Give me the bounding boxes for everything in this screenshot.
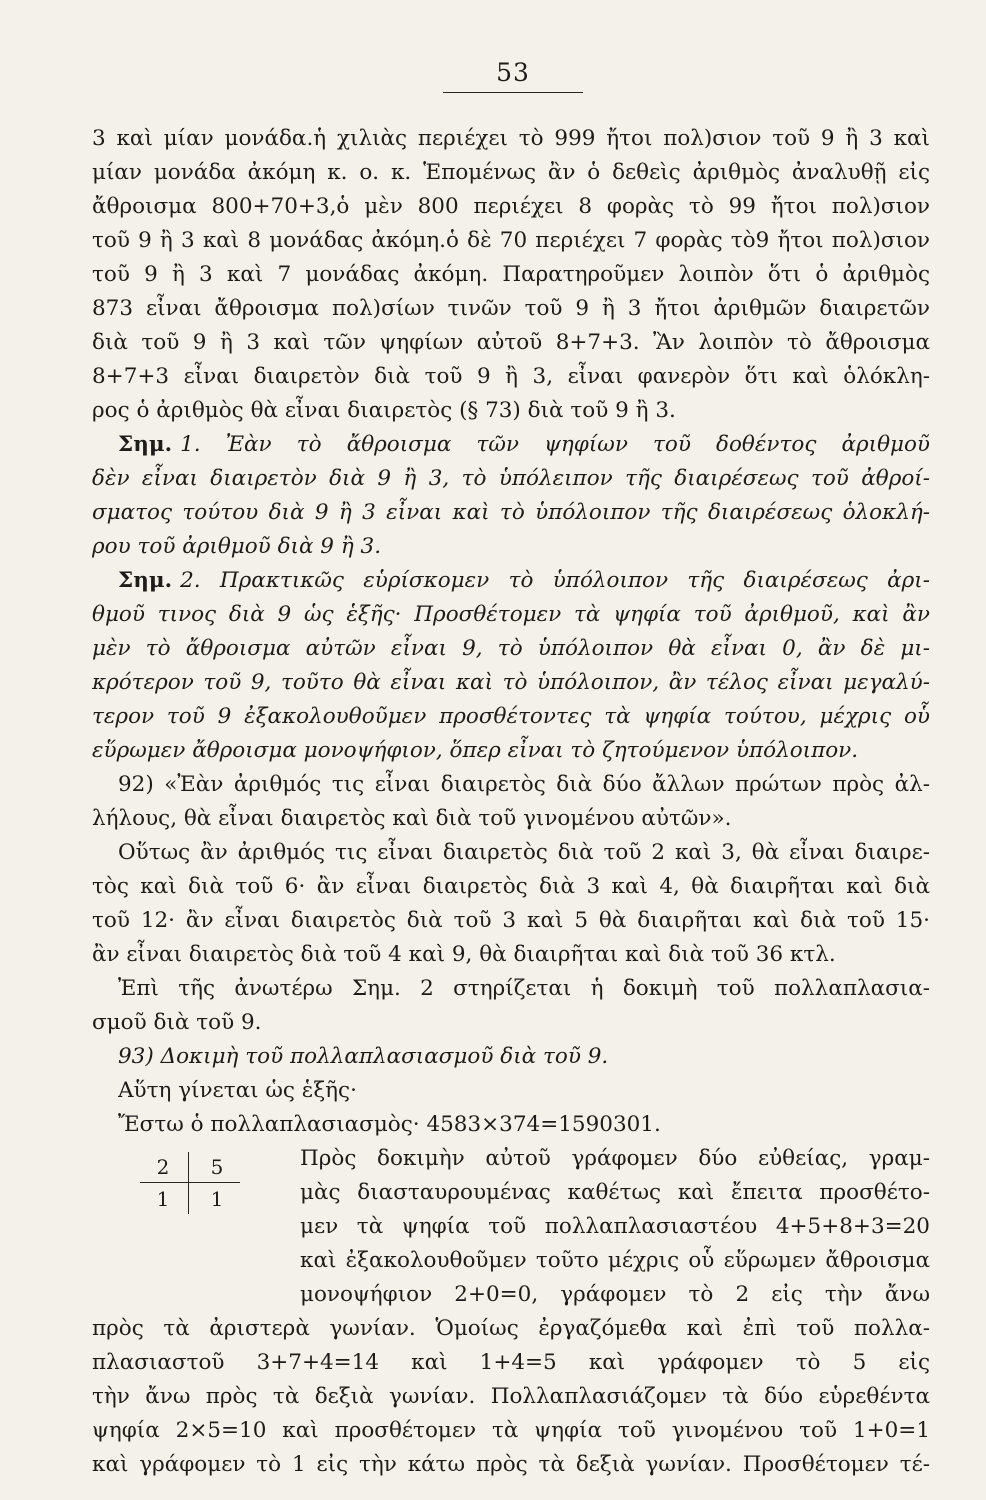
section-92-line: λήλους, θὰ εἶναι διαιρετὸς καὶ διὰ τοῦ γινομένου αὐτῶν».: [92, 806, 732, 831]
note-line: [118, 564, 930, 598]
check-cross-diagram: [140, 1152, 250, 1214]
note-line: [118, 428, 930, 462]
note-line: θμοῦ τινος διὰ 9 ὡς ἑξῆς· Προσθέτομεν τὰ ψηφία τοῦ ἀριθμοῦ, καὶ ἂν: [92, 602, 930, 627]
text-line: διὰ τοῦ 9 ἢ 3 καὶ τῶν ψηφίων αὐτοῦ 8+7+3. Ἂν λοιπὸν τὸ ἄθροισμα: [92, 330, 930, 355]
text-line: μονοψήφιον 2+0=0, γράφομεν τὸ 2 εἰς τὴν ἄνω: [300, 1282, 930, 1307]
cross-top-left-digit: 2: [156, 1155, 170, 1179]
text-line: ἂν εἶναι διαιρετὸς διὰ τοῦ 4 καὶ 9, θὰ διαιρῆται καὶ διὰ τοῦ 36 κτλ.: [92, 942, 836, 967]
note-line: κρότερον τοῦ 9, τοῦτο θὰ εἶναι καὶ τὸ ὑπόλοιπον, ἂν τέλος εἶναι μεγαλύ-: [92, 670, 930, 695]
text-line: Πρὸς δοκιμὴν αὐτοῦ γράφομεν δύο εὐθείας, γραμ-: [300, 1146, 930, 1171]
text-line: τοῦ 12· ἂν εἶναι διαιρετὸς διὰ τοῦ 3 καὶ 5 θὰ διαιρῆται καὶ διὰ τοῦ 15·: [92, 908, 930, 933]
text-line: τὸς καὶ διὰ τοῦ 6· ἂν εἶναι διαιρετὸς διὰ 3 καὶ 4, θὰ διαιρῆται καὶ διὰ: [92, 874, 930, 899]
note-text: 1. Ἐὰν τὸ ἄθροισμα τῶν ψηφίων τοῦ δοθέντος ἀριθμοῦ: [180, 432, 930, 457]
note-label: Σημ.: [118, 432, 173, 457]
text-line: μὰς διασταυρουμένας καθέτως καὶ ἔπειτα προσθέτο-: [300, 1180, 930, 1205]
note-line: τερον τοῦ 9 ἐξακολουθοῦμεν προσθέτοντες τὰ ψηφία τούτου, μέχρις οὗ: [92, 704, 930, 729]
cross-bottom-left-digit: 1: [156, 1187, 170, 1211]
note-line: μὲν τὸ ἄθροισμα αὐτῶν εἶναι 9, τὸ ὑπόλοιπον θὰ εἶναι 0, ἂν δὲ μι-: [92, 636, 930, 661]
text-line: καὶ ἐξακολουθοῦμεν τοῦτο μέχρις οὗ εὕρωμεν ἄθροισμα: [300, 1248, 930, 1273]
text-line: καὶ γράφομεν τὸ 1 εἰς τὴν κάτω πρὸς τὰ δεξιὰ γωνίαν. Προσθέτομεν τέ-: [92, 1452, 930, 1477]
cross-horizontal-line: [140, 1182, 240, 1183]
note-label: Σημ.: [118, 568, 173, 593]
example-line: Ἔστω ὁ πολλαπλασιασμὸς· 4583×374=1590301.: [118, 1112, 661, 1137]
note-text: 2. Πρακτικῶς εὑρίσκομεν τὸ ὑπόλοιπον τῆς διαιρέσεως ἀρι-: [180, 568, 930, 593]
note-line: δὲν εἶναι διαιρετὸν διὰ 9 ἢ 3, τὸ ὑπόλειπον τῆς διαιρέσεως τοῦ ἀθροί-: [92, 466, 930, 491]
text-line: Ἐπὶ τῆς ἀνωτέρω Σημ. 2 στηρίζεται ἡ δοκιμὴ τοῦ πολλαπλασια-: [118, 976, 930, 1001]
text-line: ἄθροισμα 800+70+3,ὁ μὲν 800 περιέχει 8 φορὰς τὸ 99 ἤτοι πολ)σιον: [92, 194, 930, 219]
cross-vertical-line: [188, 1152, 189, 1214]
cross-bottom-right-digit: 1: [210, 1187, 224, 1211]
text-line: πρὸς τὰ ἀριστερὰ γωνίαν. Ὁμοίως ἐργαζόμεθα καὶ ἐπὶ τοῦ πολλα-: [92, 1316, 930, 1341]
header-rule: [443, 92, 583, 93]
text-line: μεν τὰ ψηφία τοῦ πολλαπλασιαστέου 4+5+8+3=20: [300, 1214, 930, 1239]
text-line: 3 καὶ μίαν μονάδα.ἡ χιλιὰς περιέχει τὸ 999 ἤτοι πολ)σιον τοῦ 9 ἢ 3 καὶ: [92, 126, 930, 151]
section-92-line: 92) «Ἐὰν ἀριθμός τις εἶναι διαιρετὸς διὰ δύο ἄλλων πρώτων πρὸς ἀλ-: [118, 772, 930, 797]
text-line: τὴν ἄνω πρὸς τὰ δεξιὰ γωνίαν. Πολλαπλασιάζομεν τὰ δύο εὑρεθέντα: [92, 1384, 930, 1409]
text-line: τοῦ 9 ἢ 3 καὶ 7 μονάδας ἀκόμη. Παρατηροῦμεν λοιπὸν ὅτι ὁ ἀριθμὸς: [92, 262, 930, 287]
text-line: σμοῦ διὰ τοῦ 9.: [92, 1010, 262, 1035]
note-line: ρου τοῦ ἀριθμοῦ διὰ 9 ἢ 3.: [92, 534, 382, 559]
text-line: Οὕτως ἂν ἀριθμός τις εἶναι διαιρετὸς διὰ τοῦ 2 καὶ 3, θὰ εἶναι διαιρε-: [118, 840, 930, 865]
section-93-heading: 93) Δοκιμὴ τοῦ πολλαπλασιασμοῦ διὰ τοῦ 9.: [118, 1044, 609, 1069]
cross-top-right-digit: 5: [210, 1155, 224, 1179]
text-line: Αὕτη γίνεται ὡς ἑξῆς·: [118, 1078, 357, 1103]
page-number: 53: [496, 58, 530, 87]
text-line: πλασιαστοῦ 3+7+4=14 καὶ 1+4=5 καὶ γράφομεν τὸ 5 εἰς: [92, 1350, 930, 1375]
text-line: μίαν μονάδα ἀκόμη κ. ο. κ. Ἑπομένως ἂν ὁ δεθεὶς ἀριθμὸς ἀναλυθῇ εἰς: [92, 160, 930, 185]
text-line: 873 εἶναι ἄθροισμα πολ)σίων τινῶν τοῦ 9 ἢ 3 ἤτοι ἀριθμῶν διαιρετῶν: [92, 296, 930, 321]
text-line: ψηφία 2×5=10 καὶ προσθέτομεν τὰ ψηφία τοῦ γινομένου τοῦ 1+0=1: [92, 1418, 930, 1443]
note-line: εὕρωμεν ἄθροισμα μονοψήφιον, ὅπερ εἶναι τὸ ζητούμενον ὑπόλοιπον.: [92, 738, 859, 763]
text-line: ρος ὁ ἀριθμὸς θὰ εἶναι διαιρετὸς (§ 73) διὰ τοῦ 9 ἢ 3.: [92, 398, 676, 423]
note-line: σματος τούτου διὰ 9 ἢ 3 εἶναι καὶ τὸ ὑπόλοιπον τῆς διαιρέσεως ὁλοκλή-: [92, 500, 930, 525]
text-line: 8+7+3 εἶναι διαιρετὸν διὰ τοῦ 9 ἢ 3, εἶναι φανερὸν ὅτι καὶ ὁλόκλη-: [92, 364, 930, 389]
text-line: τοῦ 9 ἢ 3 καὶ 8 μονάδας ἀκόμη.ὁ δὲ 70 περιέχει 7 φορὰς τὸ9 ἤτοι πολ)σιον: [92, 228, 930, 253]
